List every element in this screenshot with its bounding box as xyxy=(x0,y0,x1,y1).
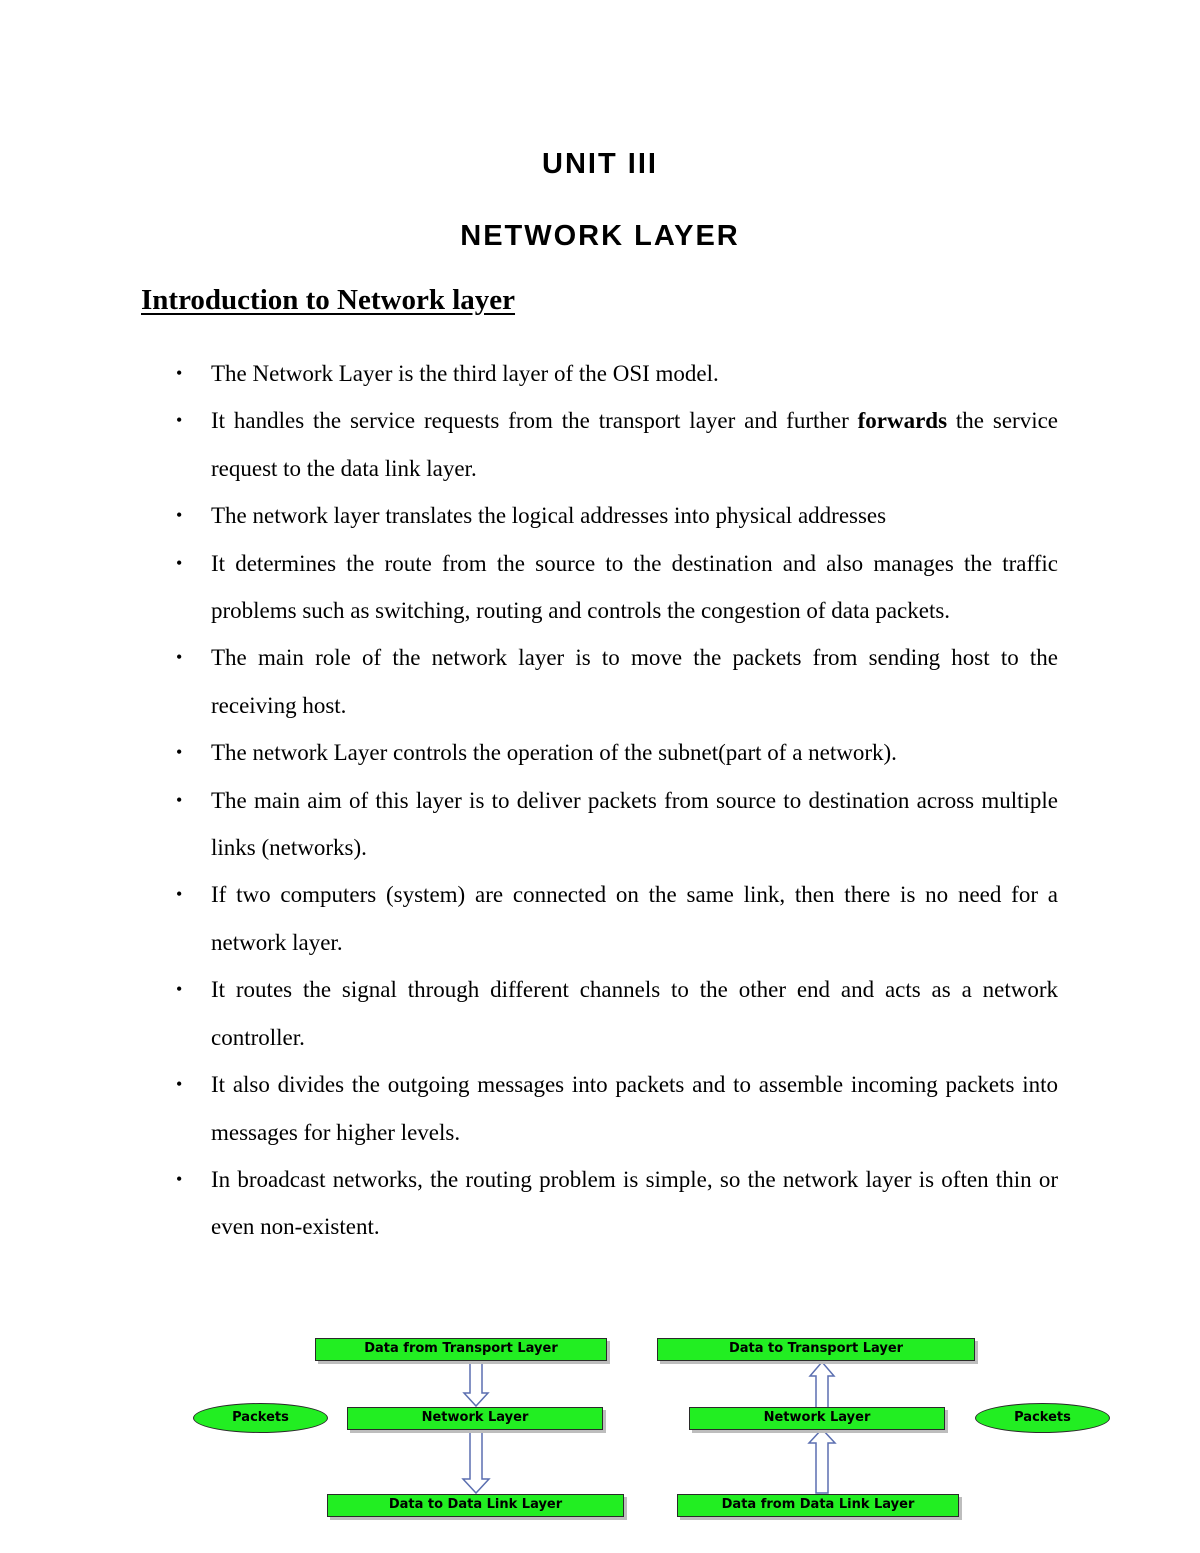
bullet-item: • In broadcast networks, the routing problem is simple, so the network layer is often thin or even non-existent. xyxy=(211,1156,1058,1251)
bullet-item: • It handles the service requests from the transport layer and further forwards the service request to the data link layer. xyxy=(211,397,1058,492)
data-from-data-link-box: Data from Data Link Layer xyxy=(677,1494,959,1517)
data-to-transport-box: Data to Transport Layer xyxy=(657,1338,975,1361)
up-arrow-icon xyxy=(810,1362,834,1408)
bullet-item: • The network Layer controls the operation of the subnet(part of a network). xyxy=(211,729,1058,776)
up-arrow-icon xyxy=(809,1429,835,1493)
down-arrow-icon xyxy=(463,1430,489,1493)
bullet-list xyxy=(211,350,1058,1251)
bullet-item: • The main role of the network layer is to move the packets from sending host to the receiving host. xyxy=(211,634,1058,729)
data-to-data-link-box: Data to Data Link Layer xyxy=(327,1494,624,1517)
unit-title: UNIT III xyxy=(542,148,658,180)
section-heading: Introduction to Network layer xyxy=(141,284,516,316)
page-title: NETWORK LAYER xyxy=(460,220,740,252)
packets-badge: Packets xyxy=(193,1403,328,1433)
network-layer-box: Network Layer xyxy=(689,1407,945,1430)
bullet-item: • It determines the route from the source to the destination and also manages the traffic problems such as switching, routing and controls the congestion of data packets. xyxy=(211,540,1058,635)
bullet-item: • The network layer translates the logical addresses into physical addresses xyxy=(211,492,1058,539)
bullet-item: • It also divides the outgoing messages into packets and to assemble incoming packets into messages for higher levels. xyxy=(211,1061,1058,1156)
bullet-item: • The Network Layer is the third layer of the OSI model. xyxy=(211,350,1058,397)
packets-badge: Packets xyxy=(975,1403,1110,1433)
bold-term: forwards xyxy=(857,408,948,434)
down-arrow-icon xyxy=(464,1361,488,1406)
data-from-transport-box: Data from Transport Layer xyxy=(315,1338,607,1361)
bullet-item: • The main aim of this layer is to deliver packets from source to destination across multiple links (networks). xyxy=(211,777,1058,872)
network-layer-box: Network Layer xyxy=(347,1407,603,1430)
bullet-item: • If two computers (system) are connected on the same link, then there is no need for a network layer. xyxy=(211,871,1058,966)
bullet-item: • It routes the signal through different channels to the other end and acts as a network controller. xyxy=(211,966,1058,1061)
